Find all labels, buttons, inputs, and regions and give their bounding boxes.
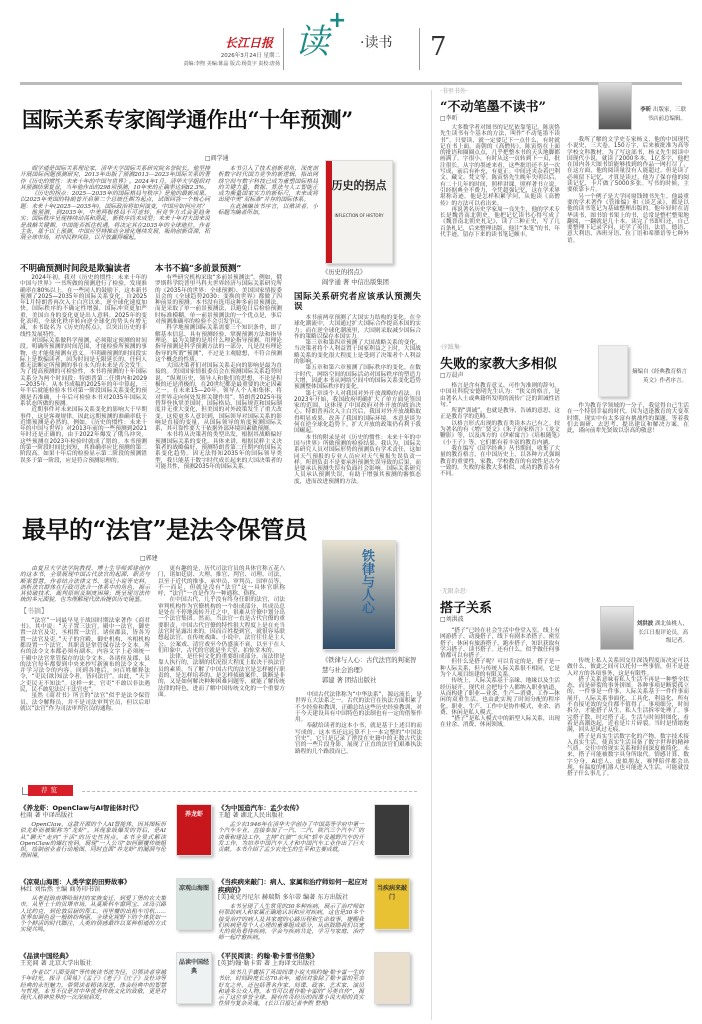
book-meta: [美]麦克丹尼尔 赫瑞斯 多尔蒂 编著 东方出版社 <box>218 894 349 901</box>
column3-title: 搭子关系 <box>440 601 493 616</box>
column2-body-b: 作为教育学领域的一分子，我觉得自己生活在一个特别幸福的时代。因为适逢教育的大变革时期，现实中有太多富有挑战性的课题，等着我们去调研、去思考、提出建议和解决方案。在此，谨向前辈先贤致以崇高的敬意！ <box>567 403 689 435</box>
book-cover: 当疾病来敲门 <box>374 878 410 930</box>
divider <box>419 28 420 70</box>
book-cover: 品读中国经典 <box>176 952 212 1004</box>
book-meta: 王超 著 湖北人民出版社 <box>218 812 284 819</box>
header-rule <box>20 82 682 85</box>
editor-credit: (长江日报记者李煦 整理) <box>265 1001 329 1008</box>
book-title: 《当疾病来敲门：病人、家属和治疗师如何一起应对疾病的》 <box>218 878 368 894</box>
subhead-1: 不明确预测时间段是欺骗读者 <box>20 264 131 274</box>
author-bio-liuhongbo: 刘洪波 湖北仙桃人，长江日报评论员，高级记者。 <box>636 621 688 644</box>
subhead-2: 本书不搞“多前景预测” <box>155 264 242 274</box>
author-bio-lixin: 李昕 出版家，三联书店前总编辑。 <box>640 107 686 122</box>
section-name: ·读书 <box>360 35 393 51</box>
book-caption-2: 《铁律与人心：古代法官的判案智 慧与社会治理》 郭建 著 团结出版社 <box>322 657 417 684</box>
book-title: 《为中国造汽车：孟少农传》 <box>218 804 303 812</box>
column2-body-a: 格言是含有教育意义、可作为准则的辞句。中国社科院安德明先生认为：“狭义的格言，是由著名人士或典籍所发明的流传广泛的训诫性语句。” 所谓“训诫”，也就是教导、告诫的意思，这正是教育学的范畴。 以格言形式出现的教育类读本古已有之。较为著名的有《增广贤文》《朱子治家格言》《龙文鞭影》等，以及西方的《伊索寓言》《培根随笔》《小王子》等，它们都有着丰富的教育内涵。 我在编写《国学经典》丛书期间，收集了大量的教育格言，在中国历史上，以各种方式强调教育的重要性，家教、学校教育的有效性是古今一致的。失败的家教大多相似，成功的教育各有不同。 <box>440 383 560 478</box>
book-title: 《平民阅读：约翰·勒卡雷书信集》 <box>218 952 318 960</box>
book-meta: 王充闾 著 北京大学出版社 <box>20 960 92 967</box>
book-cover-law: 铁律与人心 <box>322 540 396 650</box>
article2-author: □郭建 <box>140 555 158 562</box>
staff-credits: 责编:李煦 美编:陈晶 版式:杨莫宇 责校:唐扬 <box>183 61 280 67</box>
book-meta: 林红 刘怡然 主编 商务印书馆 <box>20 886 101 893</box>
column1-author: □李昕 <box>440 115 458 122</box>
book-cover <box>374 804 410 856</box>
column1-section: ·书里书外· <box>440 88 468 95</box>
book-cover-history: 历史的拐点 INFLECTION OF HISTORY <box>325 160 393 264</box>
divider <box>283 28 284 70</box>
book-title: 《凉观山海图：人类学家的田野故事》 <box>20 878 131 886</box>
book-description: 本书呈现了人生常见的30多种疾病，展示了治疗师如何帮助病人和家属正确地认识和应对疾病。这也是30多个接受治疗的病人及其家庭的心路历程和生命故事，提醒我们疾病是每个人心理的重要组成部分，从而鼓励我们以宽大的视角看待疾病，学会与疾病共处，学习与家庭、治疗师一起疗愈疾病。 <box>218 904 364 942</box>
column1-body-a: 大多数学者对图书的记忆依靠笔记。陈寅恪先生读书有个基本的方法，叫作“不动笔墨不读书”。只要读，就一定要记下一点什么，有时就记在书上面。南朝的《高僧传》，陈寅恪在上面的批语和圈圈点点，几乎把整本书的天头地脚都画满了。字很小，有时从这一页转到下一页，批注很长。从字的墨迹来看，这些批语还不是一次写成，前后有补充，有更正。中间还夹杂着巴利文、藏文、梵文等。陈寅恪先生晚年失明以后，有二十几年的时间，照样讲课，照样著书立说，引经据典全不费力，全凭超强记忆，这在学术界堪称奇迹。他是怎样积累学问，从他读《高僧传》的方法可以看出来。 再说著名历史学家周一良先生，他的学术专长是魏晋南北朝史。他把记忆读书心得写成了《魏晋南北朝史札记》，读了三种正史，写了几百条札记，后来整理出版。他注“朱笔”的书，年代手迹，留存下来的读书笔记颇丰。 <box>440 125 560 239</box>
book-caption-1: 《历史的拐点》 阎学通 著 中信出版集团 <box>322 269 389 286</box>
column3-body-b: 传统上私人关系因交往深浅程度而决定可以做什么，彼此之间可以托付一些事情，但不是进入对方的各项事务，这是有限性。 搭子关系意味着私人生活不再是一种整全状态，而是碎裂的事务拼图。各种事项是断裂孤立的，一件事是一件事，人际关系基于一件件事而展开，人际关系事面化、工具化、利益化，所有不直接见效的交往都不值得了。事项细分，时间拆分，才能搭子从生，私人生活拆零处理了。事完搭子散，时过搭子走，生活与时间拼图化，看着是高潮迭起，近看是片片碎裂。当时是情绪饱满，回头是风过无痕。 搭子是真实生活数字化的产物。数字技术接入真实生活，使真实生活具备了数字世界的精神气质。交往中的现实关系和时间深度被简化。未来，搭子可能被数字具身所取代。情感计算、数字分身、AI恋人、虚拟朋友，赛博陪伴都会出现，有温度的机器人也可能进入生活，可能就没搭子什么事儿了。 <box>567 658 689 778</box>
column1-title: “不动笔墨不读书” <box>440 100 546 115</box>
column3-body-a: “搭子”已经在社会生活中登堂入室。线上有网游搭子、动漫搭子，线下有剧本杀搭子、密室搭子；休闲有旅游搭子、跑步搭子，知识获取有学习搭子、读书搭子。还有什么，似乎做任何事情都可以有搭子。 但什么是搭子呢？可以肯定的是，搭子是一种人际关系，但与传统人际关系很不相同，它是为个人项目组建的有限关系。 传统上，人际关系基于亲缘、地缘以及生活经历展开。现代社会把每个人都纳入职业轨道，从而构建了职业—业余、生产—消费、工作—休闲的双重生活，也由此实现了时间分配的程序化。职业、生产、工作中是协作模式，业余、消费、休闲是私人模式。 “搭子”是私人模式中的新型人际关系，出现在业余、消费、休闲领域。 <box>440 628 560 729</box>
section-logo: 读 <box>295 22 329 62</box>
section-logo-plus: + <box>328 8 347 33</box>
book-description: 从老挝琅南塔哈琅村的家族变迁，到爱丁堡的农夫集市，从里士十的贝塔市场，从莫斯科车窗阿宝、冰岛引路人比约克，到伦敦后厨的帮工，再里覆的出租车司机……世界如调色盘一般缤纷绚丽，全球化视野下的个体犹如一个个鲜活的时代脚注，人类的情感最终以某种相通的方式实现共鸣。 <box>20 896 166 934</box>
article1-intro-col2: 本书引入了技术创新视角，深度剖析数字时代国力竞争的新逻辑，指出网络空间与数字科技已成为重塑国际格局的关键力量，数据、算法与人工智能正成为衡量国家实力的新标尺，未来或将出现中美“双标准”并存的国际体系。 在此摘编该书序言，以飨读者，小标题为编者所加。 <box>218 166 318 217</box>
books-section-label: 荐览 <box>28 785 73 796</box>
article1-author: □阎学通 <box>205 155 229 162</box>
excerpt-label: 【书摘】 <box>20 606 48 615</box>
article1-title: 国际关系专家阎学通作出“十年预测” <box>22 107 353 132</box>
book-description: 孟少农1946年在清华大学创办了中国高等学府中第一个汽车专业，直接参加了一汽、二汽、陕汽三个汽车厂的决策和建设工作，主持“红旗”“东风”轿车及越野汽车的开发工作，为培养中国汽车人才和中国汽车工业作出了巨大贡献。本书介绍了孟少农先生的生平和主要成就。 <box>218 822 364 854</box>
article1-body-col2: 有些研究机构采取“多前景预测法”。例如，俄罗斯科学院普里马科夫世界经济与国际关系研究所的《2035年的世界：全球预测》、美国国家情报委员会的《全球趋势2030：变换的世界》都做了四种前景的预测。本书没有选用这种多前景预测法，而是采取了单一前景预测法，以避免日后检验预测时标准模糊。单一前景预测法的一个优点是，事后对预测准确率的检验不会引发争议。 科学地预测国际关系需要三个知识条件，即了解基本信息、具有预测经验、掌握预测方法和指导理论。最为关键的是用什么理论指导预测。用理论指导预测是科学预测方法的一部分，凡是没有理论指导的所谓“预测”，不过是主观臆想，不符合预测这个概念的性质。 大国决策者们对国际关系走向的影响是最为直接的。美国国家情报委员会在预测国际关系趋势时说，“纵观历史，领导人和他们的思想，不论是积极的还是消极的，在20世纪都是最重要的决定因素之一。在未来15—20年，领导人个人和集体，将对世界走向何处发挥关键作用”。特朗普2025年接替拜登执掌美国时，国际格局、国际规范和国际制度并无重大变化，但美国的对外政策发生了重大改变。这使更多人意识到，国际领导对国际关系的影响是直接的变量，从国际领导的角度预测国际关系，其可靠性要大于依据外部环境因素做预测。 本书将从决策者的类型出发，根据其战略偏好预测国际关系的变化。具体来讲，根据民粹主义决策者的战略偏好，预测特朗普第二任期内的国际关系变化趋势。因无法得知2035年的国际领导类型，我只能基于数字时代成长起来的大国决策者的可能共性，预测2035年的国际关系。 <box>155 275 282 470</box>
book-meta: [英]约翰·勒卡雷 著 上海译文出版社 <box>218 960 316 967</box>
newspaper-logo: 长江日报 <box>225 36 274 50</box>
page-number: 7 <box>430 32 447 62</box>
book-listing <box>218 952 418 1008</box>
book-listing <box>20 804 220 860</box>
book-title: 《养龙虾：OpenClaw与AI智能体时代》 <box>20 804 143 812</box>
article1-body-col3: 国际关系研究者应该承认预测失误 本书前两章预测了大国实力结构的变化。在全球化潮流中，大国通过扩大国际合作提高本国的实力；而在逆全球化潮流里，大国则采取减少国际合作的策略以保存本国实力。 第三章和第四章预测了大国战略关系的变化。当决策者将个人利益置于国家利益之上时，大国战略关系的变化很大程度上是受到了决策者个人利益的影响。 第五章和第六章预测了国际秩序的变化。在数字时代，网络空间的国际活动对国际秩序的塑造力大增，因此本书从网络空间中的国际关系变化趋势预测整体国际秩序的变化。 第七章谈个人对我国对外开放战略的看法。自2023年开始，我国政府明确扩大了单方面免签国家的范围，这体现了中国政府对外开放的政治决心。特朗普再次入主白宫后，我国对外开放战略取得明显成果，改善了我国的国际环境。本意是谈为何在逆全球化趋势下，扩大开放的政策仍有利于我国崛起。 本书的附录是对《历史的惯性：未来十年的中国与世界》所做预测的检验结果。我认为，国际关系研究人员对国际形势的预测负有学术责任，这如同天气预报的专业人员应对天气预报失误负责一样。所谓负责不是要承担预测失误导致的后果，而是要承认预测失误有负面社会影响。国际关系研究人员承认预测失误，有助于增强其预测的審慎态度，进而改进预测的方法。 <box>294 292 421 485</box>
book-listing <box>218 878 418 942</box>
column2-section: ·序跋集· <box>440 344 462 351</box>
article1-intro-col1: 阎学通是国际关系理论家，清华大学国际关系研究院名誉院长。他坚持开展国际问题预测研究，2013年出版了预测2013—2023年国际关系的著作《历史的惯性：未来十年的中国与世界》。2024年1月，清华大学组织对其预测结果复盘，当年他作出的298项预测，10年来的正确率达到82.3%。 《历史的拐点：2025—2035年的国际格局与秩序》是他的最新成果，以2025年美国的特朗普开启第二个总统任期为起点，试图回答一个核心问题：未来十年(2025—2035年)，国际政治将如何演变，中国应如何应对？ 他预测，到2035年，中美两极格局不可逆转，但竞争方式会更趋务实；国际秩序呈现持续动荡和混乱，新秩序尚未成型；未来十年对大国来说是战略关键期，中国能否抓住机遇，将决定其在2035年的全球地位。作者主张，基于以上预测，中国应坚持推动全球化继续发展，吸纳创新资源，拓展全球市场，对冲民粹风险，以开放赢得崛起。 <box>20 166 210 242</box>
column2-title: 失败的家教大多相似 <box>440 357 558 372</box>
article2-col1: 由复旦大学法学院教授、博士生导师郭建创作的这本书，全景展现中国古代法官的起源、职责与断案智慧。作者结合法律文书、笔记小说等史料，剖析法官群体在行政司法合一体系中的角色，揭示其侦破技术、裁判原则及制度困境；既呈现司法传统的多元面貌，也为理解现代法治提供历史镜鉴。 【书摘】 “法官”一词最早见于战国时期法家著作《商君书》。其中说：“天子置三法官，殿中一法官，御史置一法官及吏，丞相置一法官。诸侯郡县，皆各为置一法官及吏。”天子的宫殿、御史机构、丞相机构都设置一个法官，其职责是掌管保存法令文本。所有的法令文本都必须有副本，内容文字上必须统一于殿中法官掌管保存的法令文本。各诸侯及郡、县的法官每年都要到中央来抄写新颁布的法令文本，并学习法令的内容。回到各地后，向百姓解释法令，“吏民(欲)知法令者，皆问法官”。由此，“天下之吏民无不知法”。这样一来，官吏“不敢以非法遇民，民不敢犯法以干法官也”。 虽然《商君书》所言的“法官”似乎是法令保管员、法令解释员，并不是司法审判官员，但以后却就以“法官”作为司法审判官员的通称。 <box>20 566 150 712</box>
article1-body-col1: 2024年初，我对《历史的惯性：未来十年的中国与世界》一书所做的预测进行了检验，发现准确率在80%以上。在一些同人的鼓励下，这本新书预测了2025—2035年的国际关系变化。自2025年1月特朗普再次入主白宫以来，逆全球化速度加快，国际秩序的不确定性增强，国际冲突更加严重，美国自身的变化更是出人意料。2025年的变化表明，全球化秩序转向逆全球化的势头有增无减，本书取名为《历史的拐点》，以突出历史的非线性发展特性。 对国际关系做科学预测，必须限定预测的时间段。明确所预测的时间范围，才能检验所预测的事物，也才能使预测有意义。不明确预测的时间段实际上是欺骗读者，因为时间是无限延长的，任何人都无法断定所预测的事在永久的未来是否会发生。为了提高预测的可检验性，本书将预测的十年国际关系分为两个时间段：特朗普第二任期内和2029—2035年。从本书成稿的2025年的年中算起，三年半后就能检验本书对第一阶段国际关系变化的预测是否准确，十年后可检验本书对2035年国际关系状态所做的预测。 近期事件对未来国际关系变化的影响大于早期事件，这是客观规律，因此远期预测的准确率低于近期预测是必然的。例如，《历史的惯性：未来十年的中国与世界》对2013年前的一些预测到2021年时还是正确的，由于2022年爆发了俄乌冲突，这些预测在2023年检验时就成了错的。本书预测的第一阶段时间比较短，其准确率应比预测的第二阶段高。如果十年后的检验显示第二阶段的预测错误多于第一阶段，应是符合预测原理的。 <box>20 275 147 464</box>
column2-author: □万晨声 <box>440 372 464 379</box>
book-description: OpenClaw，这款开源的个人AI智能体，因其图标形似龙虾而被昵称为“龙虾”。其现象级爆发的背后，是AI从“聊天”走向“干活”的历史性拐点。本书全景式解读OpenClaw的爆红密码，展现“一人公司”如何颠覆传统组织，绘制创业者行动地图，同时直面“养龙虾”的漏洞与伦理困境。 <box>20 822 166 860</box>
book-title: 《品读中国经典》 <box>20 952 72 960</box>
book-meta: 杜雨 著 中译出版社 <box>20 812 74 819</box>
column1-body-b: 我所了解的文学史专家杨义，他的中国现代小说史，三大卷，150万字，后来被批准为高等学校文科教材。为了写这部书，杨义先生阅读中国现代小说，就读了2000多本，1亿多字，他把在国内各大图书馆能够找到的作品一网打尽了，在这方面，他的阅读量没有人能超过。但是读了必须留下记忆，才算是读过。他为了保存他的阅读记忆，卡片做了5000多张。写书的时候，主要依靠卡片。 另一个例子是大学同窗钱锺书先生。他最重要的学术著作《管锥编》和《谈艺录》，都是以他的读书笔记为基础整理出版的。他年轻时在清华读书，图书馆书架上的书，总常是整栏整架地翻阅，一翻就是几十本。读完了书即归还，自己要整理下记录学问，还学了英语、法语、德语、意大利语、西班牙语、拉丁语和希腊语等七种外语。 <box>567 137 689 244</box>
column2-source: 摘编自《经典教育格言英文》作者序言。 <box>632 369 688 384</box>
book-cover-motto <box>598 345 628 397</box>
subhead-3: 国际关系研究者应该承认预测失误 <box>294 292 421 312</box>
book-listing <box>20 878 220 934</box>
author-photo-lixin <box>598 82 632 130</box>
book-description: 该书几乎囊括了英国间谍小说大师约翰·勒卡雷一生的书信，时间跨度长达70余年，通信对象除了勒卡雷的至亲好友之外，还包括著名作家、间谍、政客、艺术家、演员和诸多公众人物。本书可以看作勒卡雷的“另类自传”，揭示了这位享誉全球、拥有传奇经历的间谍小说大师的真实性情与复杂灵魂。 (长江日报记者李煦 整理) <box>218 970 364 1008</box>
book-listing <box>218 804 418 853</box>
book-cover: 养龙虾 <box>176 804 212 856</box>
book-cover: 凉观山海图 <box>176 878 212 930</box>
column3-section: ·无限杂思· <box>440 588 468 595</box>
divider <box>82 791 417 792</box>
article2-title: 最早的“法官”是法令保管员 <box>22 515 308 544</box>
issue-date: 2026年3月24日 星期二 <box>220 53 280 59</box>
book-listing <box>20 952 220 1001</box>
column3-author: □刘洪波 <box>440 616 464 623</box>
book-description: 作者以“八面受敌”等传统读书法为径，引领读者穿越千年时光，探寻《周易》《孟子》《老子》《庄子》及杜诗等经典的永恒魅力。带领读者精读深思，体会经典中的智慧与哲理。本书不仅是对中华优秀传统文化的致敬，更是对现代人精神世界的一次深刻启发。 <box>20 970 166 1002</box>
article2-col3: 中国古代法律称为“中华法系”，源远流长，是世界五大法系之一。古代的法官在执法方面积累了不少经验和教训，正确总结这些历史经验教训，对于今天建设具有中国特色的法制也有一定的借鉴作用。 奉献给读者的这本小书，就是基于上述目的而写成的。这本书还远远算不上一本完整的“中国法官史”，它只是记录了湮没在史籍中的无数古代法官的一些片段身影，展现了正直的法官们艰难执法路程的几个路段而已。 <box>295 692 422 755</box>
article2-col2: 更有趣的是，历代司法官员的具体官称五花八门，诸如廷尉、大理、推官、判官、司理、司法，以至于近代的推事、承审员、审判员、国审员等，不一而足，但就是没有“法官”这一具体官职称呼，“法官”一直是作为一种通称、俗称。 在中国古代，几乎没有终身任职的法官，司法审判机构作为官僚机构的一个组成部分，其成员总是处在不停地流转升迁之中，很难从官僚中划分出一个法官集团。然而，当法官一直是古代官僚的重要职责，中国古代官僚的特性很大程度上是在充当法官时显露出来的。因而百姓提到官，就很容易联想起法官。在传统戏曲、小说中，法官往往是主人公。公案戏、清官戏至今仍盛演不衰，以至于在人们印象中，古代的官就是坐大堂、拍惊堂木的。 法律，是任何文化的重要组成部分。而法律是靠人执行的，法制的状况很大程度上取决于执法官员的素质。当了解了中国古代的法官是怎样履行职责的、是怎样培养的、是怎样侦破案件、裁断是非的，又是如何解决种种困难问题等，就能了解传统法律的特色，进而了解中国传统文化的一个重要方面。 <box>158 566 285 698</box>
author-photo-liuhongbo <box>600 606 634 650</box>
book-cover <box>374 952 410 1004</box>
column-divider <box>431 90 432 1020</box>
